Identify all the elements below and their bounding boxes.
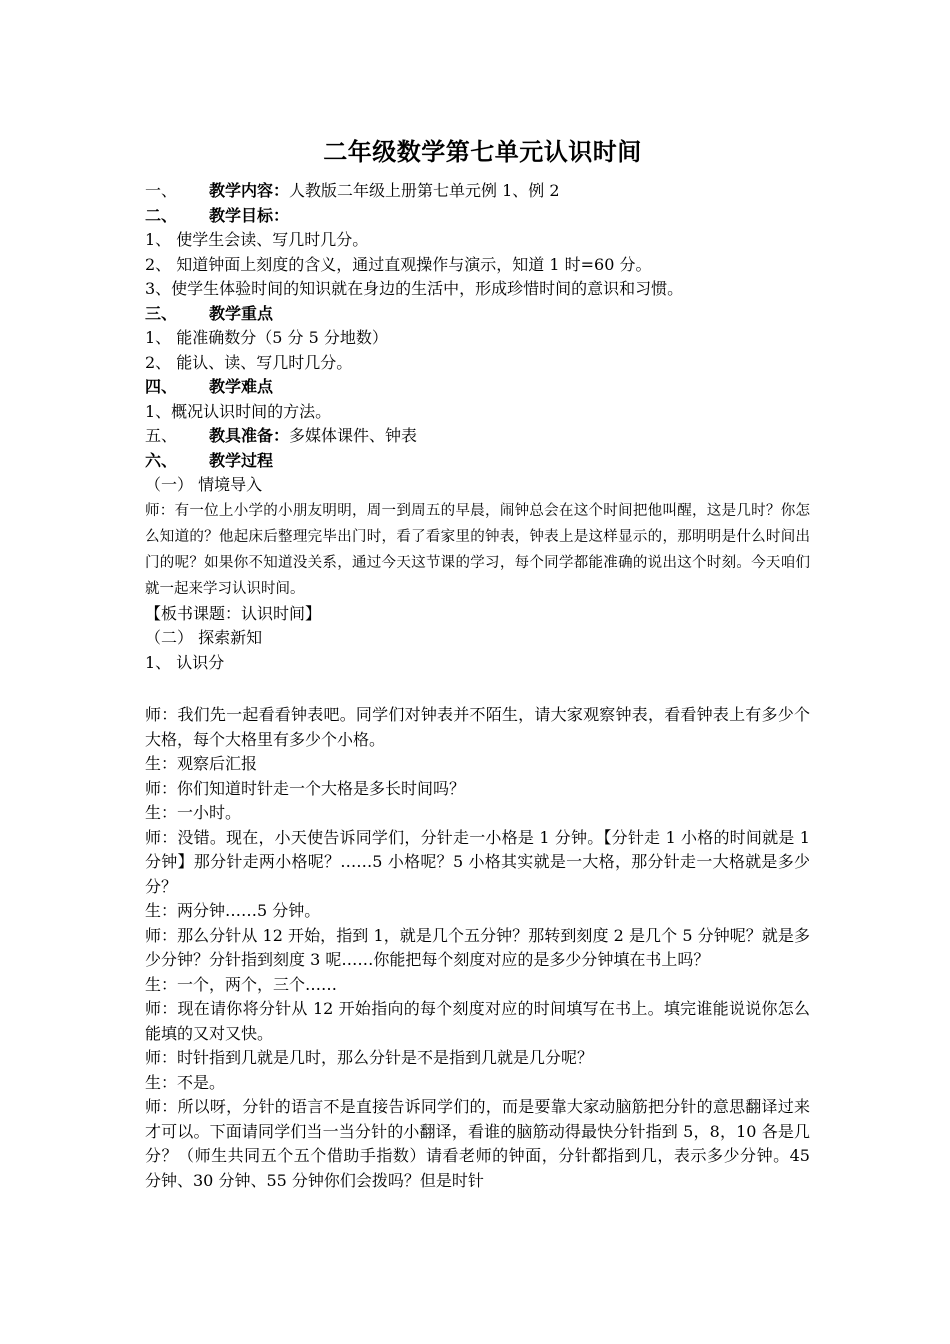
- dialogue-line: 师：所以呀，分针的语言不是直接告诉同学们的，而是要靠大家动脑筋把分针的意思翻译过来才可以。下面请同学们当一当分针的小翻译，看谁的脑筋动得最快分针指到 5，8，10 各是几分？（师生共同五个五个借助手指数）请看老师的钟面，分针都指到几，表示多少分钟。45 分钟、30 分钟、55 分钟你们会拨吗？但是时针: [145, 1097, 810, 1190]
- section-label: 教学重点: [209, 303, 274, 323]
- section-number: 二、: [145, 205, 178, 225]
- section-number: 六、: [145, 450, 178, 470]
- subsection-heading: （一） 情境导入: [145, 475, 263, 494]
- dialogue-line: 生：两分钟……5 分钟。: [145, 901, 321, 920]
- section-goals: [145, 204, 810, 229]
- dialogue-line: 师：时针指到几就是几时，那么分针是不是指到几就是几分呢？: [145, 1048, 594, 1067]
- difficulty-item: 1、概况认识时间的方法。: [145, 401, 332, 421]
- goal-item: 1、 使学生会读、写几时几分。: [145, 230, 369, 249]
- section-content: [145, 179, 810, 204]
- section-text: 多媒体课件、钟表: [289, 426, 418, 445]
- dialogue-line: 生：一个，两个，三个……: [145, 974, 338, 994]
- page-title: 二年级数学第七单元认识时间: [323, 137, 642, 166]
- dialogue-line: 生：一小时。: [145, 803, 242, 822]
- focus-item: 1、 能准确数分（5 分 5 分地数）: [145, 328, 388, 347]
- board-title: 【板书课题：认识时间】: [145, 603, 322, 623]
- section-text: 人教版二年级上册第七单元例 1、例 2: [289, 181, 560, 200]
- section-number: 三、: [145, 303, 178, 323]
- dialogue-line: 师：没错。现在，小天使告诉同学们，分针走一小格是 1 分钟。【分针走 1 小格的时间就是 1 分钟】那分针走两小格呢？……5 小格呢？5 小格其实就是一大格，那分针走一大格就是多少分？: [145, 827, 810, 896]
- sub-heading: 1、 认识分: [145, 652, 225, 672]
- focus-item: 2、 能认、读、写几时几分。: [145, 352, 353, 372]
- goal-item: 2、 知道钟面上刻度的含义，通过直观操作与演示，知道 1 时=60 分。: [145, 254, 652, 274]
- section-label: 教学内容：: [209, 181, 290, 200]
- section-number: 一、: [145, 181, 178, 200]
- subsection-heading: （二） 探索新知: [145, 628, 263, 647]
- section-focus: [145, 302, 810, 327]
- section-label: 教学目标：: [209, 205, 290, 225]
- section-difficulty: [145, 375, 810, 400]
- section-label: 教具准备：: [209, 426, 290, 445]
- dialogue-line: 生：观察后汇报: [145, 754, 258, 773]
- intro-paragraph: 师：有一位上小学的小朋友明明，周一到周五的早晨，闹钟总会在这个时间把他叫醒，这是几时？你怎么知道的？他起床后整理完毕出门时，看了看家里的钟表，钟表上是这样显示的，那明明是什么时间出门的呢？如果你不知道没关系，通过今天这节课的学习，每个同学都能准确的说出这个时刻。今天咱们就一起来学习认识时间。: [145, 502, 810, 597]
- dialogue-line: 师：我们先一起看看钟表吧。同学们对钟表并不陌生，请大家观察钟表，看看钟表上有多少个大格，每个大格里有多少个小格。: [145, 705, 810, 749]
- section-materials: [145, 424, 810, 449]
- section-number: 五、: [145, 426, 178, 445]
- dialogue-line: 生：不是。: [145, 1072, 226, 1092]
- dialogue-line: 师：现在请你将分针从 12 开始指向的每个刻度对应的时间填写在书上。填完谁能说说你怎么能填的又对又快。: [145, 999, 810, 1043]
- goal-item: 3、使学生体验时间的知识就在身边的生活中，形成珍惜时间的意识和习惯。: [145, 279, 684, 298]
- document-body: [145, 132, 810, 1193]
- dialogue-line: 师：那么分针从 12 开始，指到 1，就是几个五分钟？那转到刻度 2 是几个 5 分钟呢？就是多少分钟？分针指到刻度 3 呢……你能把每个刻度对应的是多少分钟填在书上吗？: [145, 925, 810, 969]
- section-process: [145, 449, 810, 474]
- section-label: 教学难点: [209, 377, 274, 396]
- blank-line: [145, 675, 810, 703]
- section-label: 教学过程: [209, 450, 274, 470]
- section-number: 四、: [145, 377, 178, 396]
- dialogue-line: 师：你们知道时针走一个大格是多长时间吗？: [145, 778, 466, 798]
